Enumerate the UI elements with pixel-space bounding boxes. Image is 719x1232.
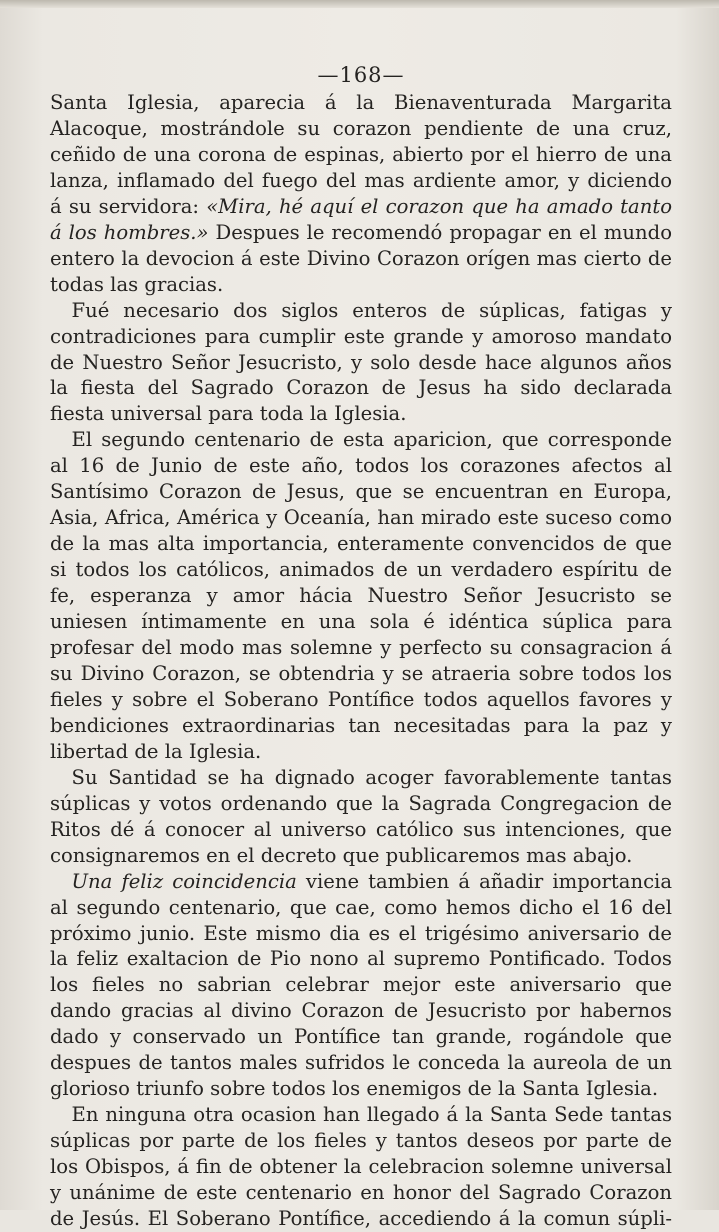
text-run: En ninguna otra ocasion han llegado á la Santa Sede tantas súplicas por parte de los fieles y tantos deseos por parte de los Obispos, á fin de obtener la celebracion solemne universal y unánime de este centenario en honor del Sagrado Corazon de Jesús. El Soberano Pontífice, accediendo á la comun súpli- <box>50 1103 672 1230</box>
text-run: viene tambien á añadir importancia al segundo centenario, que cae, como hemos dicho el 16 del próximo junio. Este mismo dia es el trigésimo aniversario de la feliz exaltacion de Pio nono al supremo Pontificado. Todos los fieles no sabrian celebrar mejor este aniversario que dando gracias al divino Corazon de Jesucristo por habernos dado y conservado un Pontífice tan grande, rogándole que despues de tantos males sufridos le conceda la aureola de un glorioso triunfo sobre todos los enemigos de la Santa Iglesia. <box>50 869 672 1101</box>
page-number: —168— <box>317 63 405 87</box>
paragraph <box>50 90 672 298</box>
text-body <box>50 90 672 1232</box>
page-top-edge <box>0 0 719 8</box>
text-run: El segundo centenario de esta aparicion, que corresponde al 16 de Junio de este año, todos los corazones afectos al Santísimo Corazon de Jesus, que se encuentran en Europa, Asia, Africa, América y Oceanía, han mirado este suceso como de la mas alta importancia, enteramente convencidos de que si todos los católicos, animados de un verdadero espíritu de fe, esperanza y amor hácia Nuestro Señor Jesucristo se uniesen íntimamente en una sola é idéntica súplica para profesar del modo mas solemne y perfecto su consagracion á su Divino Corazon, se obtendria y se atraeria sobre todos los fieles y sobre el Soberano Pontífice todos aquellos favores y bendiciones extraordinarias tan necesitadas para la paz y libertad de la Iglesia. <box>50 428 672 763</box>
text-run: Santa Iglesia, aparecia á la Bienaventurada Margarita Alacoque, mostrándole su corazon pendiente de una cruz, ceñido de una corona de espinas, abierto por el hierro de una lanza, inflamado del fuego del mas ardiente amor, y diciendo á su servidora: <box>50 91 672 218</box>
paragraph <box>50 765 672 869</box>
text-run: Su Santidad se ha dignado acoger favorablemente tantas súplicas y votos ordenando que la Sagrada Congregacion de Ritos dé á conocer al universo católico sus intenciones, que consignaremos en el decreto que publicaremos mas abajo. <box>50 765 672 867</box>
paragraph <box>50 298 672 428</box>
page-content <box>50 62 672 1232</box>
paragraph <box>50 869 672 1103</box>
paragraph <box>50 1102 672 1232</box>
italic-text: Una feliz coincidencia <box>71 869 297 893</box>
text-run: Despues le recomendó propagar en el mundo entero la devocion á este Divino Corazon orígen mas cierto de todas las gracias. <box>50 220 672 296</box>
text-run: Fué necesario dos siglos enteros de súplicas, fatigas y contradiciones para cumplir este grande y amoroso mandato de Nuestro Señor Jesucristo, y solo desde hace algunos años la fiesta del Sagrado Corazon de Jesus ha sido declarada fiesta universal para toda la Iglesia. <box>50 298 672 426</box>
italic-text: «Mira, hé aquí el corazon que ha amado tanto á los hombres.» <box>50 194 672 244</box>
paragraph <box>50 427 672 764</box>
